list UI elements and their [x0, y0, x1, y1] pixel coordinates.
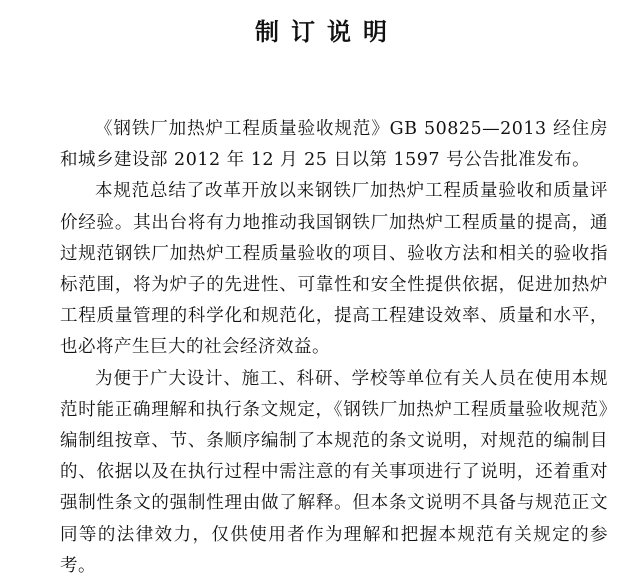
paragraph-approval: 《钢铁厂加热炉工程质量验收规范》GB 50825—2013 经住房和城乡建设部 2012 年 12 月 25 日以第 1597 号公告批准发布。 [60, 119, 608, 171]
page-title: 制订说明 [255, 18, 399, 46]
paragraph-summary: 本规范总结了改革开放以来钢铁厂加热炉工程质量验收和质量评价经验。其出台将有力地推动我国钢铁厂加热炉工程质量的提高，通过规范钢铁厂加热炉工程质量验收的项目、验收方法和相关的验收指标范围，将为炉子的先进性、可靠性和安全性提供依据，促进加热炉工程质量管理的科学化和规范化，提高工程建设效率、质量和水平，也必将产生巨大的社会经济效益。 [60, 181, 608, 358]
document-body [60, 114, 608, 582]
paragraph-purpose: 为便于广大设计、施工、科研、学校等单位有关人员在使用本规范时能正确理解和执行条文规定，《钢铁厂加热炉工程质量验收规范》编制组按章、节、条顺序编制了本规范的条文说明，对规范的编制目的、依据以及在执行过程中需注意的有关事项进行了说明，还着重对强制性条文的强制性理由做了解释。但本条文说明不具备与规范正文同等的法律效力，仅供使用者作为理解和把握本规范有关规定的参考。 [60, 368, 608, 576]
